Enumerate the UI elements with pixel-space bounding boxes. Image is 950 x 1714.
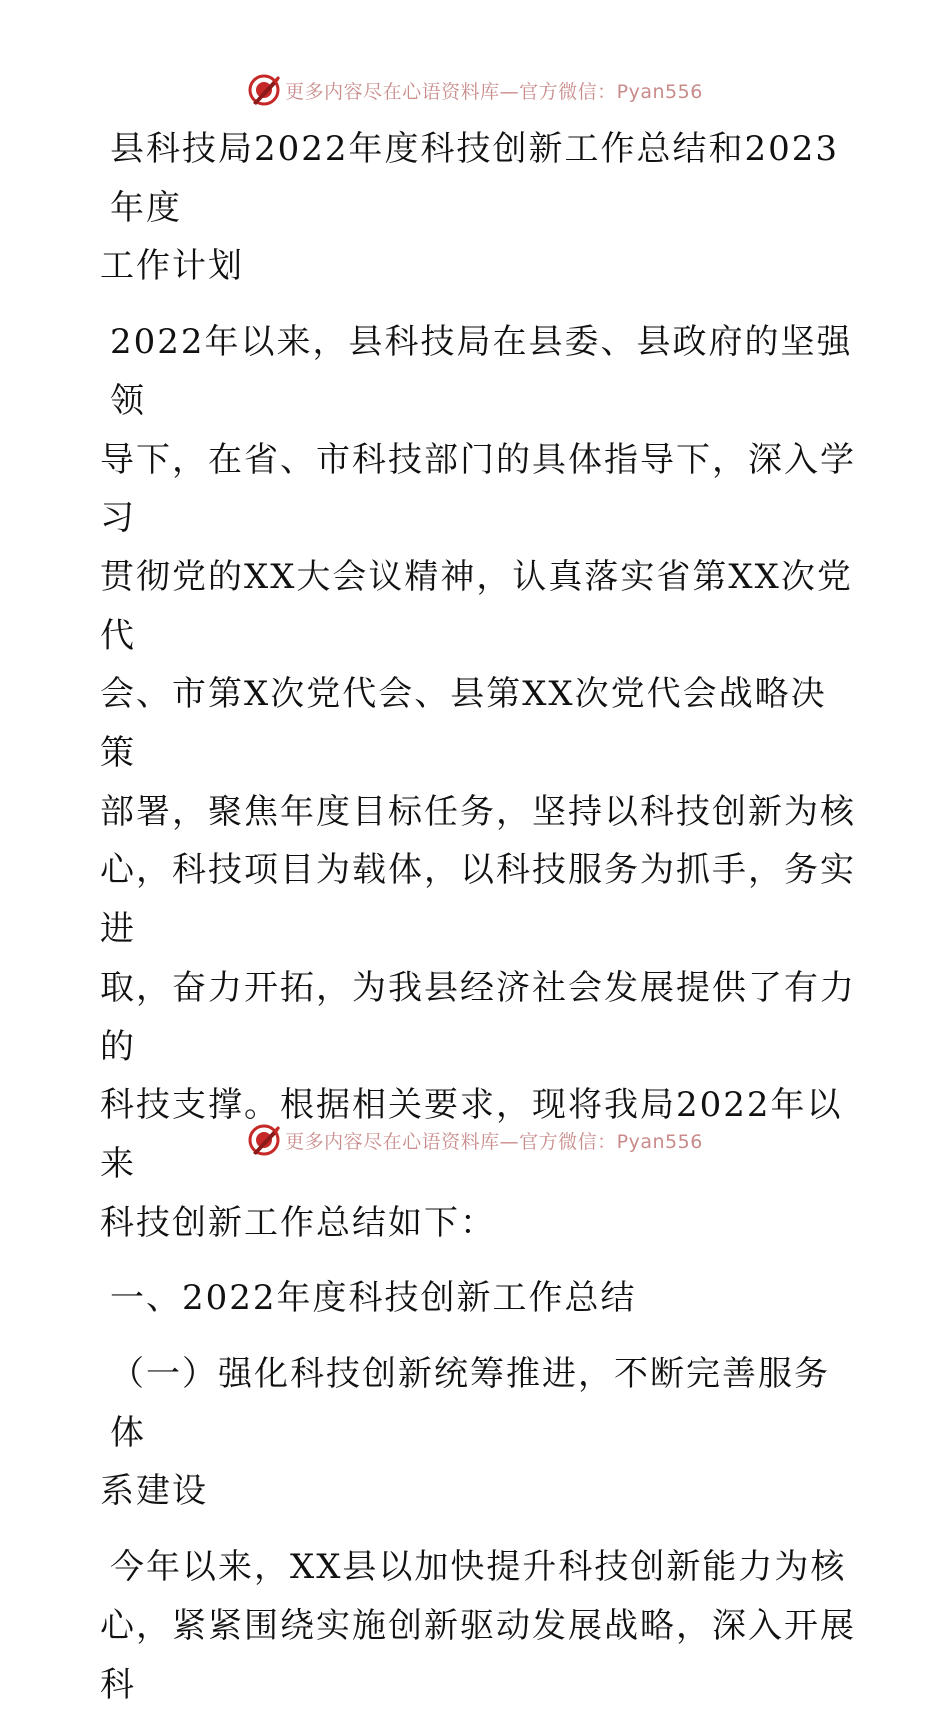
intro-line: 科技支撑。根据相关要求，现将我局2022年以来 — [100, 1085, 843, 1184]
doc-title-line: 县科技局2022年度科技创新工作总结和2023年度 — [110, 129, 840, 228]
watermark-text: 更多内容尽在心语资料库—官方微信：Pyan556 — [285, 1130, 703, 1153]
intro-line: 导下，在省、市科技部门的具体指导下，深入学习 — [100, 439, 856, 539]
document-body — [100, 120, 860, 1714]
paragraph-line: 今年以来，XX县以加快提升科技创新能力为核 — [110, 1547, 847, 1588]
intro-line: 部署，聚焦年度目标任务，坚持以科技创新为核 — [100, 791, 856, 832]
paragraph-line: 心，紧紧围绕实施创新驱动发展战略，深入开展科 — [100, 1605, 856, 1705]
pen-logo-icon — [247, 73, 281, 107]
intro-line: 取，奋力开拓，为我县经济社会发展提供了有力的 — [100, 967, 856, 1067]
watermark-text: 更多内容尽在心语资料库—官方微信：Pyan556 — [285, 80, 703, 103]
pen-logo-icon — [247, 1123, 281, 1157]
intro-line: 心，科技项目为载体，以科技服务为抓手，务实进 — [100, 850, 856, 950]
doc-title-line: 工作计划 — [100, 246, 244, 287]
subsection-heading-line: （一）强化科技创新统筹推进，不断完善服务体 — [110, 1354, 830, 1453]
subsection-heading-line: 系建设 — [100, 1471, 208, 1512]
intro-line: 2022年以来，县科技局在县委、县政府的坚强领 — [110, 322, 853, 421]
intro-line: 贯彻党的XX大会议精神，认真落实省第XX次党代 — [100, 556, 853, 656]
section-heading: 一、2022年度科技创新工作总结 — [110, 1278, 637, 1319]
intro-line: 会、市第X次党代会、县第XX次党代会战略决策 — [100, 674, 827, 774]
footer-watermark-banner — [0, 1120, 950, 1160]
intro-line: 科技创新工作总结如下： — [100, 1202, 496, 1243]
header-watermark-banner — [0, 70, 950, 110]
